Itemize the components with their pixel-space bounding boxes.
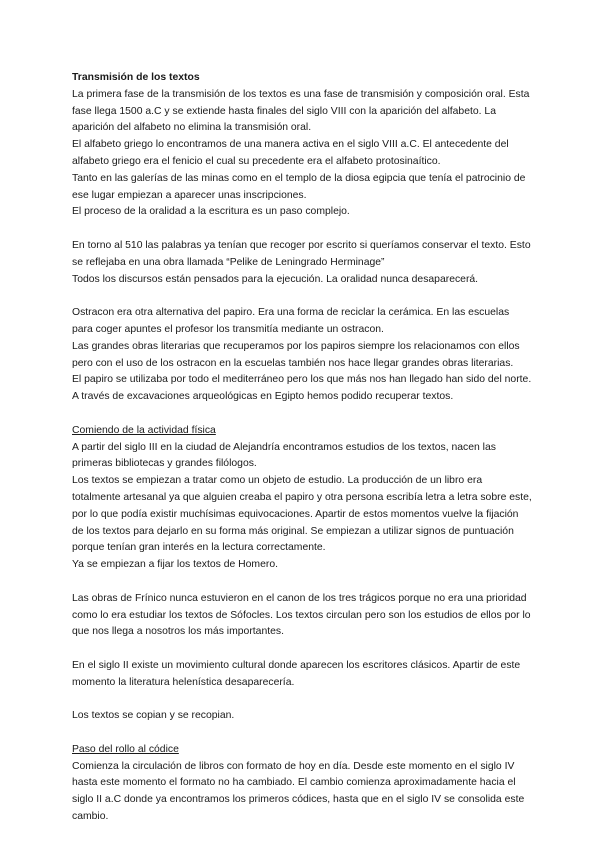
paragraph-spacer <box>72 288 532 305</box>
paragraph: Los textos se empiezan a tratar como un objeto de estudio. La producción de un libro era totalmente artesanal ya que alguien creaba el papiro y otra persona escribía letra a letra sobre este, por lo que podía existir muchísimas equivocaciones. Apartir de estos momentos vuelve la fijación de los textos para dejarlo en su forma más original. Se empiezan a utilizar signos de puntuación porque tenían gran interés en la lectura correctamente. <box>72 475 532 554</box>
paragraph: A partir del siglo III en la ciudad de Alejandría encontramos estudios de los textos, nacen las primeras bibliotecas y grandes filólogos. <box>72 441 496 470</box>
paragraph-spacer <box>72 221 532 238</box>
paragraph: En torno al 510 las palabras ya tenían que recoger por escrito si queríamos conservar el texto. Esto se reflejaba en una obra llamada “Pelike de Leningrado Herminage” <box>72 239 531 268</box>
paragraph-spacer <box>72 406 532 423</box>
paragraph: En el siglo II existe un movimiento cultural donde aparecen los escritores clásicos. Apartir de este momento la literatura helenística desaparecería. <box>72 659 521 688</box>
paragraph-spacer <box>72 691 532 708</box>
paragraph: Tanto en las galerías de las minas como en el templo de la diosa egipcia que tenía el patrocinio de ese lugar empiezan a aparecer unas inscripciones. <box>72 172 526 201</box>
section-heading: Paso del rollo al códice <box>72 743 179 755</box>
paragraph-spacer <box>72 725 532 742</box>
paragraph: Ya se empiezan a fijar los textos de Homero. <box>72 559 278 571</box>
paragraph: El alfabeto griego lo encontramos de una manera activa en el siglo VIII a.C. El antecedente del alfabeto griego era el fenicio el cual su precedente era el alfabeto protosinaítico. <box>72 139 509 167</box>
paragraph: Las obras de Frínico nunca estuvieron en el canon de los tres trágicos porque no era una prioridad como lo era estudiar los textos de Sófocles. Los textos circulan pero son los estudios de ellos por lo que nos llega a nosotros los más importantes. <box>72 592 531 638</box>
paragraph-spacer <box>72 641 532 658</box>
paragraph: Todos los discursos están pensados para la ejecución. La oralidad nunca desaparecerá. <box>72 273 479 285</box>
paragraph: Comienza la circulación de libros con formato de hoy en día. Desde este momento en el siglo IV hasta este momento el formato no ha cambiado. El cambio comienza aproximadamente hacia el siglo II a.C donde ya encontramos los primeros códices, hasta que en el siglo IV se consolida este cambio. <box>72 760 525 823</box>
paragraph: La primera fase de la transmisión de los textos es una fase de transmisión y composición oral. Esta fase llega 1500 a.C y se extiende hasta finales del siglo VIII con la aparición del alfabeto. La aparición del alfabeto no elimina la transmisión oral. <box>72 88 530 134</box>
paragraph: El proceso de la oralidad a la escritura es un paso complejo. <box>72 206 350 218</box>
document-title: Transmisión de los textos <box>72 72 200 83</box>
paragraph: Las grandes obras literarias que recuperamos por los papiros siempre los relacionamos con ellos pero con el uso de los ostracon en la escuelas también nos hace llegar grandes obras literarias. <box>72 340 520 369</box>
paragraph: Los textos se copian y se recopian. <box>72 710 235 722</box>
section-heading: Comiendo de la actividad física <box>72 424 216 436</box>
document-page <box>72 70 532 826</box>
paragraph: El papiro se utilizaba por todo el mediterráneo pero los que más nos han llegado han sido del norte. A través de excavaciones arqueológicas en Egipto hemos podido recuperar textos. <box>72 374 532 403</box>
paragraph-spacer <box>72 574 532 591</box>
paragraph: Ostracon era otra alternativa del papiro. Era una forma de reciclar la cerámica. En las escuelas para coger apuntes el profesor los transmitía mediante un ostracon. <box>72 307 510 335</box>
